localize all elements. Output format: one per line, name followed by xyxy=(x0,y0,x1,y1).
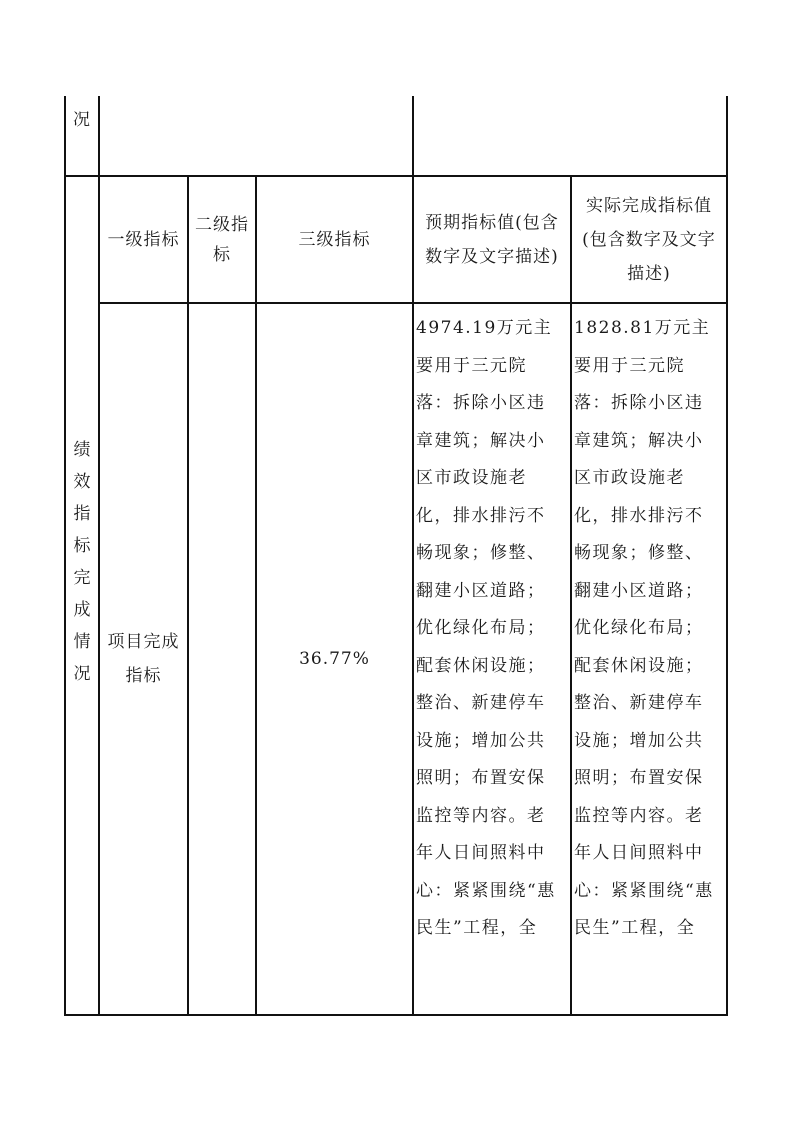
expected-value-line: 照明；布置安保 xyxy=(416,768,546,788)
header-actual-text: 实际完成指标值(包含数字及文字描述) xyxy=(582,195,716,284)
actual-value-line: 章建筑；解决小 xyxy=(574,430,704,451)
actual-value-line: 监控等内容。老 xyxy=(574,805,704,826)
actual-value-line: 心：紧紧围绕“惠 xyxy=(574,880,714,901)
actual-value-line: 整治、新建停车 xyxy=(574,693,704,713)
table-border-bottom xyxy=(64,1014,728,1016)
section-label-char: 况 xyxy=(73,664,91,684)
row-level1-text: 项目完成指标 xyxy=(107,632,180,686)
expected-value-line: 要用于三元院 xyxy=(416,355,527,376)
expected-value-line: 优化绿化布局； xyxy=(416,618,546,638)
actual-value-line: 化，排水排污不 xyxy=(574,505,704,526)
actual-value-line: 畅现象；修整、 xyxy=(574,543,704,563)
header-actual xyxy=(572,177,726,302)
header-level2 xyxy=(189,177,255,302)
header-level3-text: 三级指标 xyxy=(298,229,371,250)
row-level2 xyxy=(189,304,255,1014)
actual-value-line: 设施；增加公共 xyxy=(574,730,704,751)
expected-value-line: 章建筑；解决小 xyxy=(416,430,546,451)
actual-value-line: 配套休闲设施； xyxy=(574,655,704,676)
actual-value-line: 要用于三元院 xyxy=(574,355,685,376)
row-level3-value: 36.77% xyxy=(299,649,370,669)
row-level3 xyxy=(257,304,412,1014)
actual-value-line: 照明；布置安保 xyxy=(574,768,704,788)
table-border-right xyxy=(726,96,728,1016)
section-label-tail-text: 况 xyxy=(73,110,91,130)
expected-value-line: 年人日间照料中 xyxy=(416,843,546,863)
section-label-char: 完 xyxy=(73,568,91,588)
section-label-char: 情 xyxy=(73,632,91,652)
header-expected xyxy=(414,177,570,302)
actual-value-line: 民生”工程，全 xyxy=(574,918,696,938)
header-level1 xyxy=(100,177,187,302)
expected-value-line: 设施；增加公共 xyxy=(416,730,546,751)
expected-value-line: 4974.19万元主 xyxy=(416,318,553,338)
expected-value-line: 心：紧紧围绕“惠 xyxy=(416,880,556,901)
header-level3 xyxy=(257,177,412,302)
actual-value-line: 1828.81万元主 xyxy=(574,318,711,338)
section-label-char: 成 xyxy=(73,600,91,620)
actual-value-line: 优化绿化布局； xyxy=(574,618,704,638)
actual-value-line: 翻建小区道路； xyxy=(574,580,704,601)
header-expected-text: 预期指标值(包含数字及文字描述) xyxy=(425,212,559,267)
expected-value-line: 民生”工程，全 xyxy=(416,918,538,938)
expected-value-line: 配套休闲设施； xyxy=(416,655,546,676)
table-divider-col6 xyxy=(570,177,572,1015)
row-expected-value xyxy=(416,310,570,948)
section-label-char: 绩 xyxy=(73,440,91,460)
expected-value-line: 畅现象；修整、 xyxy=(416,543,546,563)
actual-value-line: 区市政设施老 xyxy=(574,468,685,488)
section-label-char: 效 xyxy=(73,472,91,492)
actual-value-line: 落：拆除小区违 xyxy=(574,393,704,413)
header-level2-text: 二级指标 xyxy=(195,214,249,265)
row-actual-value xyxy=(574,310,726,948)
expected-value-line: 翻建小区道路； xyxy=(416,580,546,601)
actual-value-line: 年人日间照料中 xyxy=(574,843,704,863)
expected-value-line: 监控等内容。老 xyxy=(416,805,546,826)
section-label xyxy=(66,434,98,690)
expected-value-line: 整治、新建停车 xyxy=(416,693,546,713)
expected-value-line: 化，排水排污不 xyxy=(416,505,546,526)
section-label-char: 指 xyxy=(73,504,91,524)
expected-value-line: 落：拆除小区违 xyxy=(416,393,546,413)
section-label-tail xyxy=(66,104,98,136)
section-label-char: 标 xyxy=(73,536,91,556)
expected-value-line: 区市政设施老 xyxy=(416,468,527,488)
header-level1-text: 一级指标 xyxy=(107,229,180,250)
row-level1 xyxy=(100,304,187,1014)
